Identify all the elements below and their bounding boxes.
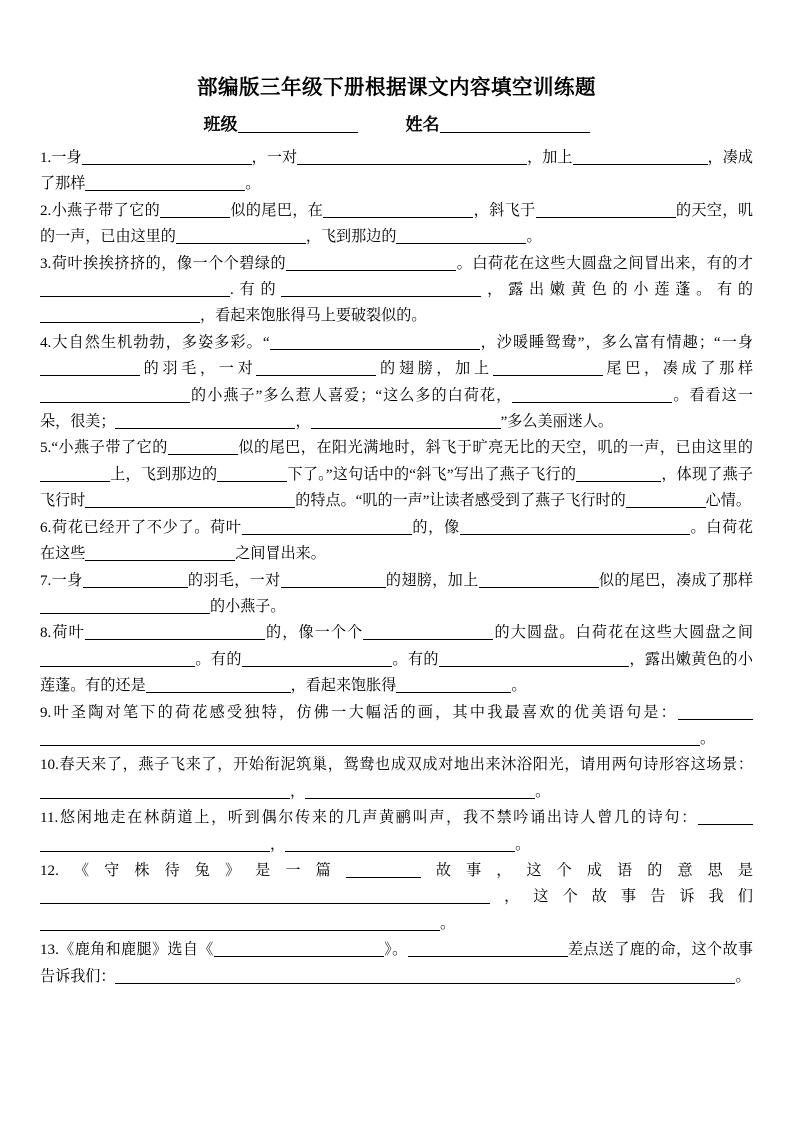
q6-text-0: 荷花已经开了不少了。荷叶 <box>51 519 242 536</box>
q3-blank-2[interactable] <box>40 281 230 297</box>
q5-text-1: 似的尾巴，在阳光满地时，斜飞于旷亮无比的天空，叽的一声，已由这里的 <box>237 440 753 457</box>
q2-blank-5[interactable] <box>396 228 526 244</box>
q10-blank-1[interactable] <box>40 783 290 799</box>
q1-text-3: ，凑成了那样 <box>40 150 753 193</box>
q5-text-0: “小燕子带了它的 <box>51 440 168 457</box>
q5-blank-4[interactable] <box>576 466 661 482</box>
q8-blank-4[interactable] <box>242 651 392 667</box>
q8-text-3: 。有的 <box>195 651 242 668</box>
q12-text-1: 故事，这个成语的意思是 <box>420 862 753 879</box>
q13-blank-2[interactable] <box>408 941 568 957</box>
q7-number: 7. <box>40 572 52 589</box>
q12-blank-3[interactable] <box>360 888 490 904</box>
q2-text-5: 。 <box>526 229 542 246</box>
q4-blank-7[interactable] <box>115 413 295 429</box>
question-item-10 <box>40 752 753 805</box>
q6-text-1: 的，像 <box>411 519 460 536</box>
q3-blank-1[interactable] <box>286 255 456 271</box>
q8-blank-6[interactable] <box>146 677 291 693</box>
q2-text-0: 小燕子带了它的 <box>51 202 161 219</box>
q13-blank-3[interactable] <box>115 968 735 984</box>
q6-text-2: 。白荷花在这些 <box>40 519 753 563</box>
q3-blank-4[interactable] <box>40 307 200 323</box>
q4-text-4: 尾巴，凑成了那样 <box>602 361 753 378</box>
q13-number: 13. <box>40 942 59 959</box>
q5-blank-3[interactable] <box>217 466 287 482</box>
q10-text-2: 。 <box>535 783 551 800</box>
q8-text-6: ，看起来饱胀得 <box>290 678 397 695</box>
q11-text-1: ， <box>270 836 286 853</box>
q7-blank-3[interactable] <box>479 572 599 588</box>
question-item-11 <box>40 805 753 858</box>
q8-blank-2[interactable] <box>363 624 493 640</box>
q3-text-4: ，看起来饱胀得马上要破裂似的。 <box>200 308 427 325</box>
q8-text-0: 荷叶 <box>51 625 85 642</box>
student-info-row <box>40 110 753 135</box>
q7-text-1: 的羽毛，一对 <box>187 572 281 589</box>
q9-blank-2[interactable] <box>40 730 700 746</box>
q8-text-1: 的，像一个个 <box>264 625 364 642</box>
q9-text-1: 。 <box>700 730 716 747</box>
q1-blank-1[interactable] <box>82 149 252 165</box>
question-item-9 <box>40 700 753 753</box>
q9-text-0: 叶圣陶对笔下的荷花感受独特，仿佛一大幅活的画，其中我最喜欢的优美语句是： <box>51 704 678 721</box>
q3-text-2: .有的 <box>230 282 282 299</box>
q7-text-3: 似的尾巴，凑成了那样 <box>598 572 753 589</box>
question-item-12 <box>40 858 753 937</box>
q4-text-0: 大自然生机勃勃，多姿多彩。“ <box>51 334 270 351</box>
q13-blank-1[interactable] <box>214 941 384 957</box>
q4-text-7: ， <box>295 414 311 431</box>
q7-blank-1[interactable] <box>83 572 188 588</box>
q13-text-2: 差点送了鹿的命，这个故事告诉我们： <box>40 942 753 985</box>
questions-list <box>40 145 753 990</box>
q12-text-2: ，这个故事告诉我们 <box>490 889 753 906</box>
q4-blank-8[interactable] <box>311 413 501 429</box>
q8-text-2: 的大圆盘。白荷花在这些大圆盘之间 <box>493 625 753 642</box>
q2-text-2: ，斜飞于 <box>473 202 536 219</box>
q7-text-2: 的翅膀，加上 <box>385 572 479 589</box>
q7-text-4: 的小燕子。 <box>210 598 286 615</box>
q5-text-3: 下了。”这句话中的“斜飞”写出了燕子飞行的 <box>287 466 577 483</box>
name-label: 姓名 <box>405 115 440 134</box>
q4-blank-4[interactable] <box>493 360 603 376</box>
q13-text-3: 。 <box>735 968 751 985</box>
q7-text-0: 一身 <box>51 572 83 589</box>
q8-text-4: 。有的 <box>391 651 439 668</box>
q4-blank-5[interactable] <box>40 387 190 403</box>
q12-number: 12. <box>40 862 59 879</box>
question-item-13 <box>40 937 753 990</box>
q5-blank-1[interactable] <box>168 439 238 455</box>
q2-blank-4[interactable] <box>176 228 306 244</box>
question-item-5 <box>40 435 753 514</box>
q2-blank-1[interactable] <box>160 202 230 218</box>
q4-blank-3[interactable] <box>256 360 376 376</box>
q12-text-3: 。 <box>440 915 456 932</box>
q4-number: 4. <box>40 334 52 351</box>
class-label: 班级 <box>203 115 238 134</box>
q10-text-0: 春天来了，燕子飞来了，开始衔泥筑巢，鸳鸯也成双成对地出来沐浴阳光，请用两句诗形容这场景： <box>58 757 753 774</box>
q8-number: 8. <box>40 625 52 642</box>
q2-text-1: 似的尾巴，在 <box>230 202 324 219</box>
q2-number: 2. <box>40 202 52 219</box>
page-title: 部编版三年级下册根据课文内容填空训练题 <box>197 77 596 99</box>
q12-blank-4[interactable] <box>40 915 440 931</box>
q13-text-1: 》。 <box>383 942 408 959</box>
q5-blank-6[interactable] <box>626 492 706 508</box>
q12-blank-1[interactable] <box>346 862 421 878</box>
q2-blank-2[interactable] <box>323 202 473 218</box>
q5-text-2: 上，飞到那边的 <box>110 466 218 483</box>
q7-blank-2[interactable] <box>281 572 386 588</box>
q7-blank-4[interactable] <box>40 598 210 614</box>
q1-number: 1. <box>40 150 52 166</box>
q2-text-4: ，飞到那边的 <box>305 229 397 246</box>
class-input-line[interactable] <box>238 116 358 133</box>
q10-text-1: ， <box>290 783 306 800</box>
q8-blank-5[interactable] <box>439 651 629 667</box>
q8-text-7: 。 <box>511 678 527 695</box>
question-item-8 <box>40 620 753 699</box>
q3-number: 3. <box>40 255 52 272</box>
q11-blank-2[interactable] <box>40 836 270 852</box>
q5-blank-5[interactable] <box>85 492 295 508</box>
q1-text-4: 。 <box>245 176 261 193</box>
q1-text-2: ，加上 <box>527 150 573 166</box>
q9-blank-1[interactable] <box>678 704 753 720</box>
q1-text-0: 一身 <box>51 150 82 166</box>
q9-number: 9. <box>40 704 52 721</box>
q8-blank-1[interactable] <box>85 624 265 640</box>
q6-blank-1[interactable] <box>242 519 412 535</box>
q4-text-2: 的羽毛，一对 <box>140 361 257 378</box>
q6-text-3: 之间冒出来。 <box>235 546 326 563</box>
q8-blank-7[interactable] <box>396 677 511 693</box>
name-input-line[interactable] <box>440 116 590 133</box>
q5-blank-2[interactable] <box>40 466 110 482</box>
q3-text-1: 。白荷花在这些大圆盘之间冒出来，有的才 <box>456 255 753 272</box>
q8-blank-3[interactable] <box>40 651 195 667</box>
q4-text-1: ，沙暖睡鸳鸯”，多么富有情趣；“一身 <box>479 334 753 351</box>
q11-blank-1[interactable] <box>698 809 753 825</box>
q4-blank-2[interactable] <box>40 360 140 376</box>
q13-text-0: 《鹿角和鹿腿》选自《 <box>58 942 214 959</box>
q12-blank-2[interactable] <box>40 888 360 904</box>
question-item-7 <box>40 568 753 621</box>
q1-blank-2[interactable] <box>297 149 527 165</box>
q3-blank-3[interactable] <box>281 281 481 297</box>
q3-text-3: ，露出嫩黄色的小莲蓬。有的 <box>481 282 753 299</box>
q4-blank-1[interactable] <box>270 334 480 350</box>
q11-text-2: 。 <box>515 836 531 853</box>
q5-number: 5. <box>40 440 52 457</box>
question-item-4 <box>40 330 753 436</box>
q6-number: 6. <box>40 519 52 536</box>
question-item-2 <box>40 198 753 251</box>
q6-blank-3[interactable] <box>85 545 235 561</box>
q1-blank-3[interactable] <box>573 149 708 165</box>
question-item-1 <box>40 145 753 198</box>
q4-text-5: 的小燕子”多么惹人喜爱；“这么多的白荷花， <box>190 387 513 404</box>
q11-blank-3[interactable] <box>285 836 515 852</box>
question-item-6 <box>40 515 753 568</box>
q1-blank-4[interactable] <box>85 175 245 191</box>
question-item-3 <box>40 251 753 330</box>
q10-number: 10. <box>40 757 59 774</box>
q4-text-6: 。看看这一朵，很美； <box>40 387 753 431</box>
q4-blank-6[interactable] <box>512 387 672 403</box>
q6-blank-2[interactable] <box>460 519 690 535</box>
q5-text-4: ，体现了燕子飞行时 <box>40 466 753 510</box>
q10-blank-2[interactable] <box>305 783 535 799</box>
q4-text-3: 的翅膀，加上 <box>376 361 493 378</box>
q3-text-0: 荷叶挨挨挤挤的，像一个个碧绿的 <box>51 255 287 272</box>
q8-text-5: ，露出嫩黄色的小莲蓬。有的还是 <box>40 651 753 695</box>
q4-text-8: ”多么美丽迷人。 <box>500 414 613 431</box>
q2-text-3: 的天空，叽的一声，已由这里的 <box>40 202 753 246</box>
q5-text-6: 心情。 <box>705 493 751 510</box>
q11-number: 11. <box>40 810 59 827</box>
q12-text-0: 《守株待兔》是一篇 <box>58 862 346 879</box>
q1-text-1: ，一对 <box>251 150 298 166</box>
q5-text-5: 的特点。“叽的一声”让读者感受到了燕子飞行时的 <box>295 493 626 510</box>
q2-blank-3[interactable] <box>536 202 676 218</box>
q11-text-0: 悠闲地走在林荫道上，听到偶尔传来的几声黄鹂叫声，我不禁吟诵出诗人曾几的诗句： <box>58 810 698 827</box>
